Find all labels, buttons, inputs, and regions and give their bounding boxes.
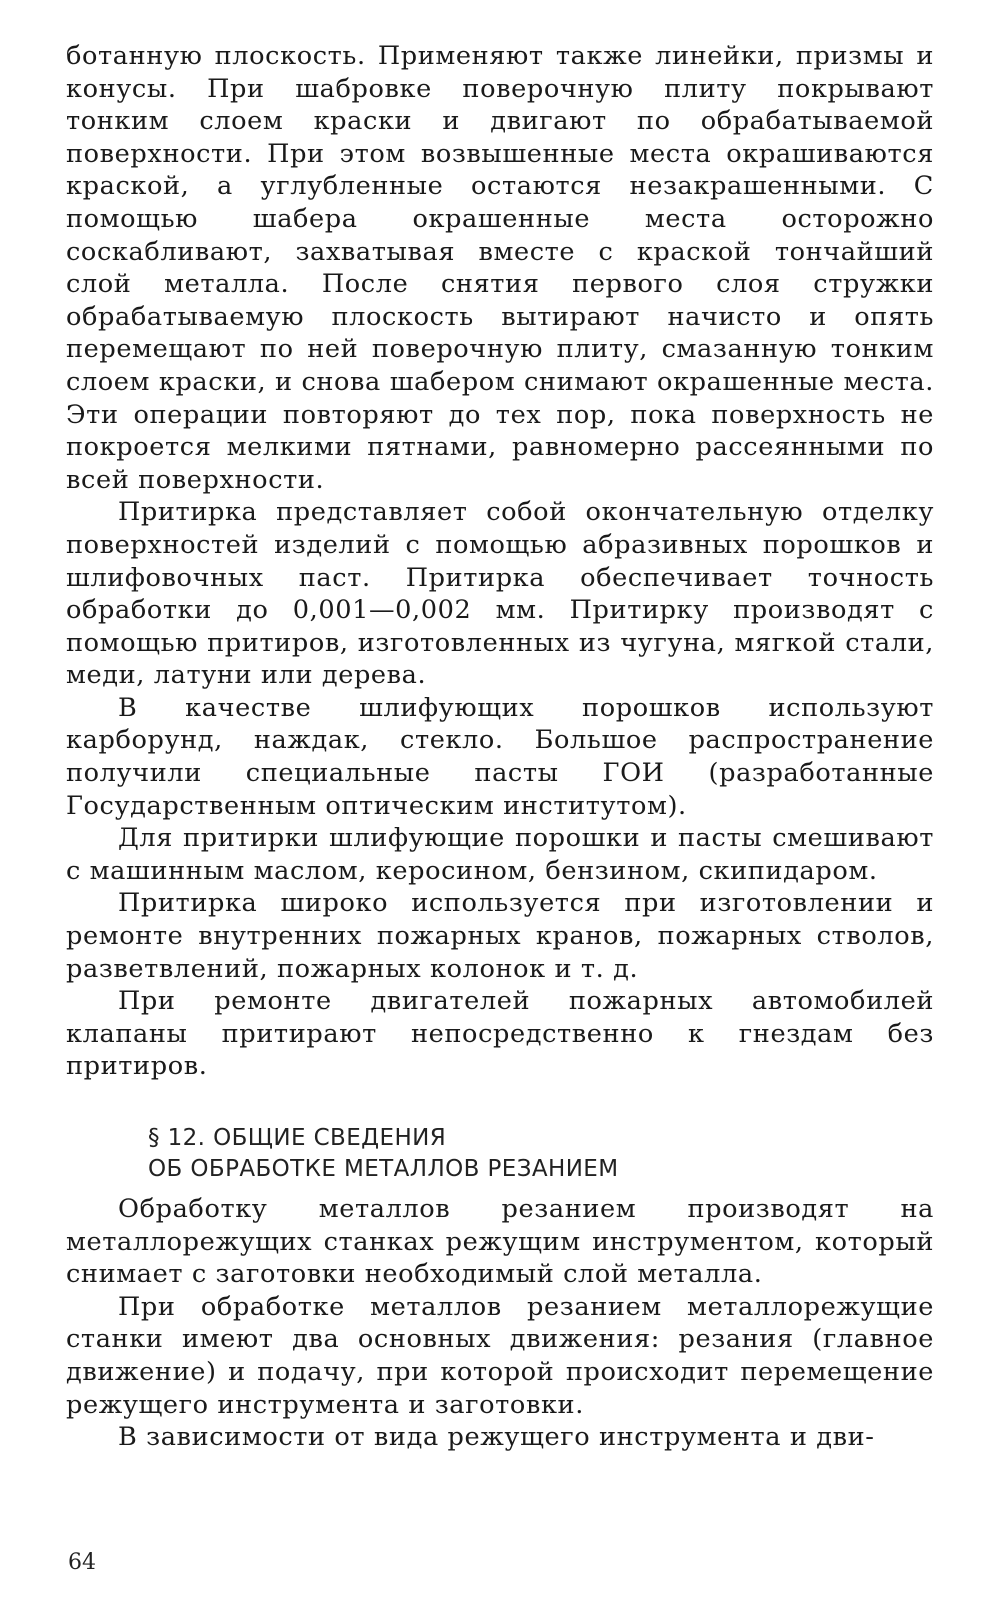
- page-body: [66, 40, 934, 1454]
- section-heading-line-1: § 12. ОБЩИЕ СВЕДЕНИЯ: [148, 1125, 447, 1151]
- paragraph-lapping-definition: Притирка представляет собой окончательную отделку поверхностей изделий с помощью абразивных порошков и шлифовочных паст. Притирка обеспечивает точность обработки до 0,001—0,002 мм. Притирку производят с помощью притиров, изготовленных из чугуна, мягкой стали, меди, латуни или дерева.: [66, 497, 934, 691]
- paragraph-mixing: Для притирки шлифующие порошки и пасты смешивают с машинным маслом, керосином, бензином, скипидаром.: [66, 823, 934, 886]
- paragraph-cutting-tool-types: В зависимости от вида режущего инструмента и дви-: [118, 1422, 875, 1453]
- paragraph-lapping-usage: Притирка широко используется при изготовлении и ремонте внутренних пожарных кранов, пожарных стволов, разветвлений, пожарных колонок и т. д.: [66, 888, 934, 984]
- paragraph-cutting-motions: При обработке металлов резанием металлорежущие станки имеют два основных движения: резания (главное движение) и подачу, при которой происходит перемещение режущего инструмента и заготовки.: [66, 1291, 934, 1420]
- paragraph-cutting-intro: Обработку металлов резанием производят на металлорежущих станках режущим инструментом, который снимает с заготовки необходимый слой металла.: [66, 1194, 934, 1290]
- section-heading-line-2: ОБ ОБРАБОТКЕ МЕТАЛЛОВ РЕЗАНИЕМ: [148, 1156, 619, 1182]
- page-number: 64: [68, 1550, 96, 1575]
- section-heading: [148, 1123, 934, 1185]
- paragraph-abrasive-powders: В качестве шлифующих порошков используют карборунд, наждак, стекло. Большое распространение получили специальные пасты ГОИ (разработанные Государственным оптическим институтом).: [66, 692, 934, 821]
- paragraph-engine-valves: При ремонте двигателей пожарных автомобилей клапаны притирают непосредственно к гнездам без притиров.: [66, 986, 934, 1082]
- paragraph-scraping-continued: ботанную плоскость. Применяют также линейки, призмы и конусы. При шабровке поверочную плиту покрывают тонким слоем краски и двигают по обрабатываемой поверхности. При этом возвышенные места окрашиваются краской, а углубленные остаются незакрашенными. С помощью шабера окрашенные места осторожно соскабливают, захватывая вместе с краской тончайший слой металла. После снятия первого слоя стружки обрабатываемую плоскость вытирают начисто и опять перемещают по ней поверочную плиту, смазанную тонким слоем краски, и снова шабером снимают окрашенные места. Эти операции повторяют до тех пор, пока поверхность не покроется мелкими пятнами, равномерно рассеянными по всей поверхности.: [66, 41, 934, 495]
